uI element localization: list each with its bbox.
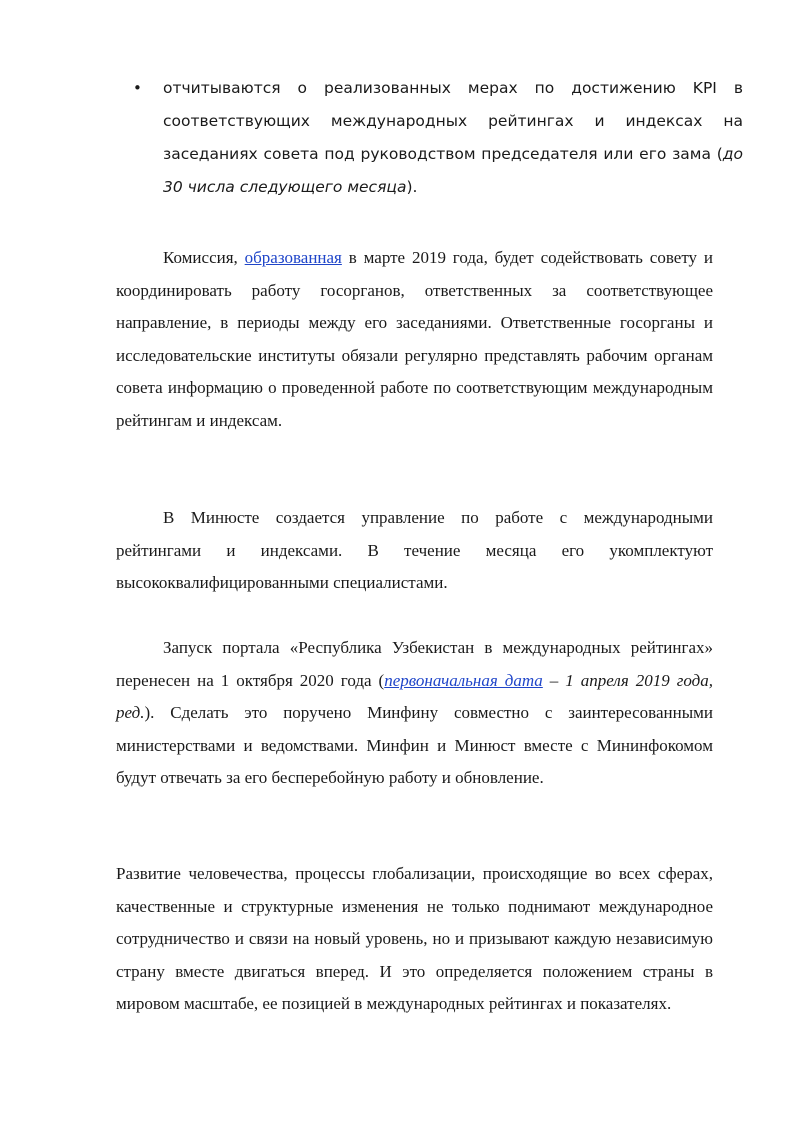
paragraph-3-date-note: – 1 апреля 2019 года, ред. (116, 670, 713, 722)
paragraph-commission (116, 242, 713, 437)
bullet-marker: • (133, 79, 142, 97)
bullet-text-end: ). (406, 178, 418, 196)
bullet-item (133, 72, 743, 204)
paragraph-1-body: в марте 2019 года, будет содействовать совету и координировать работу госорганов, ответственных за соответствующее направление, в периоды между его заседаниями. Ответственные госорганы и исследовательские институты обязали регулярно представлять рабочим органам совета информацию о проведенной работе по соответствующим международным рейтингам и индексам. (116, 248, 713, 430)
bullet-deadline: до 30 числа следующего месяца (163, 145, 743, 196)
paragraph-globalization: Развитие человечества, процессы глобализации, происходящие во всех сферах, качественные и структурные изменения не только поднимают международное сотрудничество и связи на новый уровень, но и призывают каждую независимую страну вместе двигаться вперед. И это определяется положением страны в мировом масштабе, ее позицией в международных рейтингах и показателях. (116, 864, 713, 1013)
link-formed[interactable]: образованная (244, 248, 342, 267)
paragraph-ministry-justice: В Минюсте создается управление по работе с международными рейтингами и индексами. В течение месяца его укомплектуют высококвалифицированными специалистами. (116, 508, 713, 592)
link-original-date[interactable]: первоначальная дата (384, 670, 543, 690)
paragraph-portal-launch (116, 632, 713, 795)
paragraph-1-lead: Комиссия, (163, 248, 245, 267)
paragraph-3-body: ). Сделать это поручено Минфину совместно с заинтересованными министерствами и ведомствами. Минфин и Минюст вместе с Мининфокомом будут отвечать за его бесперебойную работу и обновление. (116, 703, 713, 787)
paragraph-3-lead: Запуск портала «Республика Узбекистан в международных рейтингах» перенесен на 1 октября 2020 года ( (116, 638, 713, 690)
bullet-text: отчитываются о реализованных мерах по достижению KPI в соответствующих международных рейтингах и индексах на заседаниях совета под руководством председателя или его зама ( (163, 79, 743, 163)
